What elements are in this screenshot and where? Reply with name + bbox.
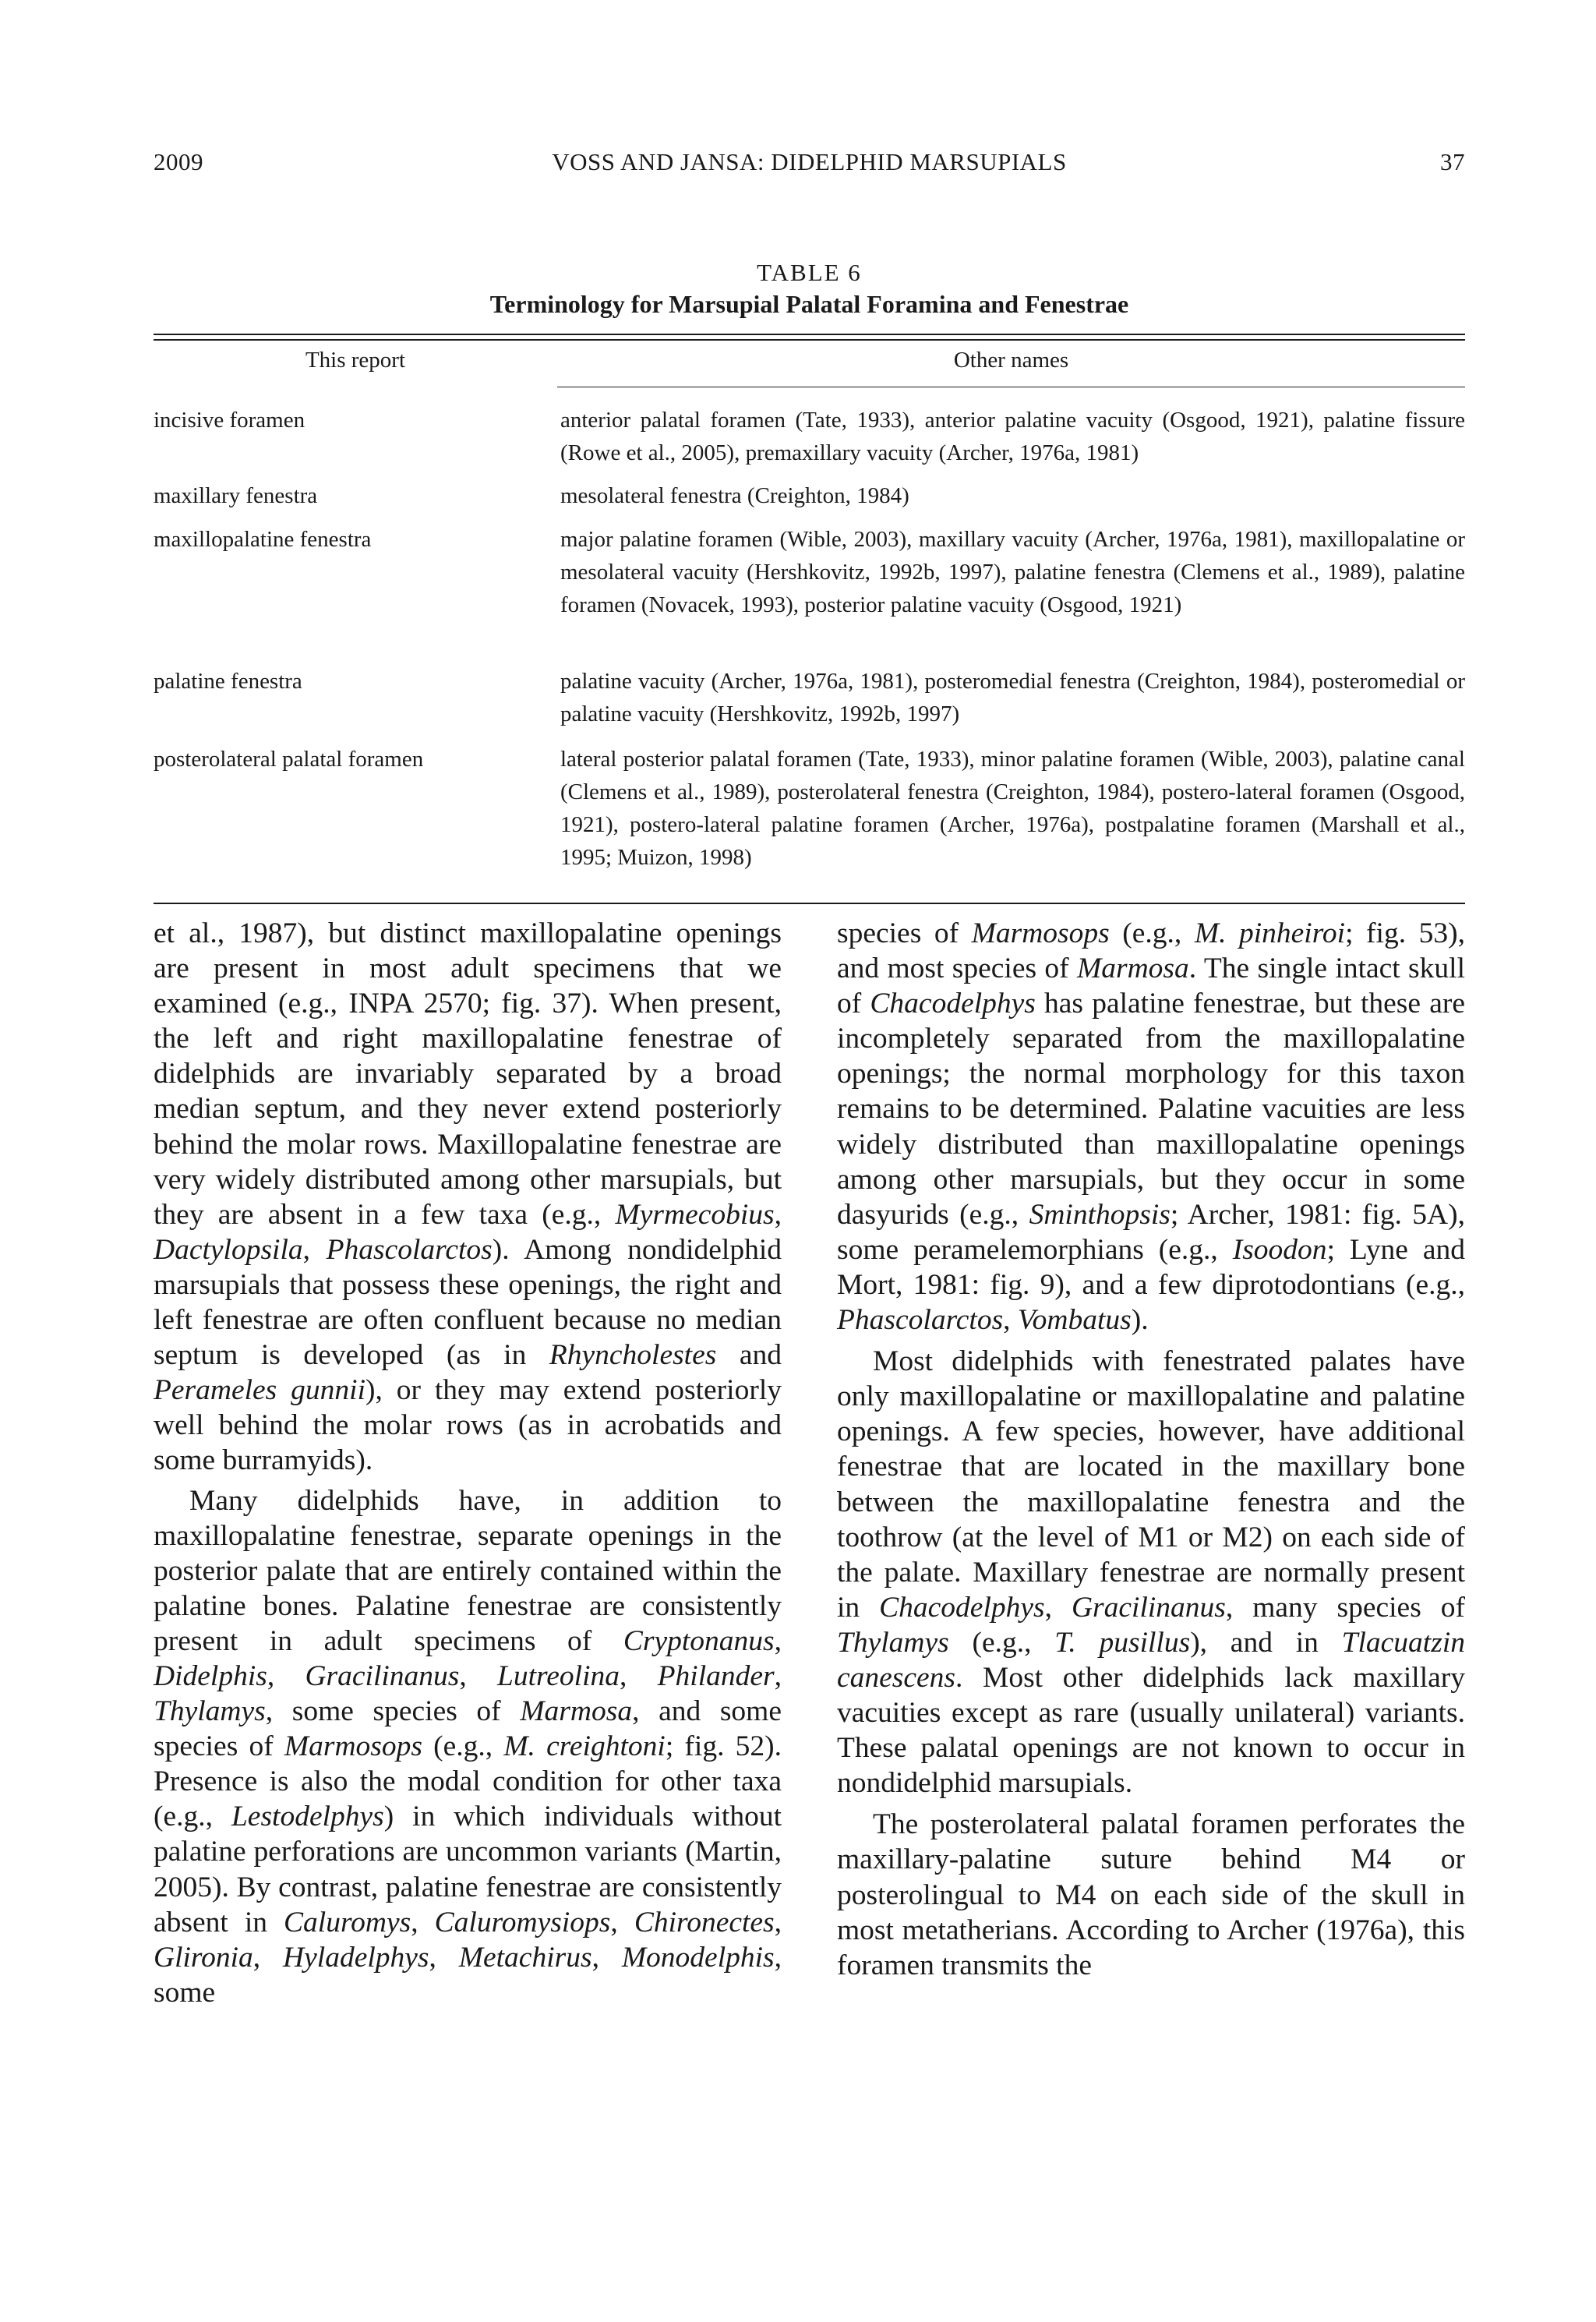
text-run: , bbox=[1044, 1591, 1072, 1624]
text-run: (e.g., bbox=[948, 1626, 1055, 1659]
table-top-rule-double bbox=[154, 339, 1465, 341]
italic-taxon-name: Philander bbox=[657, 1659, 775, 1692]
italic-taxon-name: Vombatus bbox=[1017, 1304, 1132, 1337]
text-run: Most didelphids with fenestrated palates have only maxillopalatine or maxillopalatine and palatine openings. A few species, however, have additional fenestrae that are located in the maxillary bone between the maxillopalatine fenestra and the toothrow (at the level of M1 or M2) on each side of the palate. Maxillary fenestrae are normally present in bbox=[837, 1345, 1465, 1624]
text-run: ), and in bbox=[1190, 1626, 1342, 1659]
italic-taxon-name: Tlacuatzin canescens bbox=[837, 1626, 1465, 1694]
italic-taxon-name: Cryptonanus bbox=[623, 1624, 775, 1657]
row-other-names: palatine vacuity (Archer, 1976a, 1981), posteromedial fenestra (Creighton, 1984), posteromedial or palatine vacuity (Hershkovitz, 1992b, 1997) bbox=[560, 669, 1465, 726]
table-label: TABLE 6 bbox=[757, 259, 862, 286]
italic-taxon-name: T. pusillus bbox=[1054, 1626, 1191, 1659]
table-title: Terminology for Marsupial Palatal Foramina and Fenestrae bbox=[489, 290, 1129, 318]
italic-taxon-name: Glironia bbox=[154, 1941, 253, 1974]
text-run: , some bbox=[154, 1941, 782, 2009]
text-run: , bbox=[411, 1906, 435, 1939]
running-head-title: VOSS AND JANSA: DIDELPHID MARSUPIALS bbox=[552, 148, 1067, 175]
paragraph bbox=[837, 1807, 1465, 1982]
paragraph bbox=[154, 1483, 782, 2010]
italic-taxon-name: Rhyncholestes bbox=[549, 1339, 717, 1372]
text-run: (e.g., bbox=[1109, 917, 1195, 949]
italic-taxon-name: Caluromys bbox=[284, 1906, 411, 1939]
italic-taxon-name: Thylamys bbox=[154, 1695, 266, 1728]
italic-taxon-name: Myrmecobius bbox=[615, 1198, 775, 1231]
italic-taxon-name: Metachirus bbox=[458, 1941, 592, 1974]
text-run: ) in which individuals without palatine perforations are uncommon variants (Martin, 2005). By contrast, palatine fenestrae are consistently absent in bbox=[154, 1801, 782, 1939]
row-other-names: major palatine foramen (Wible, 2003), maxillary vacuity (Archer, 1976a, 1981), maxillopalatine or mesolateral vacuity (Hershkovitz, 1992b, 1997), palatine fenestra (Clemens et al., 1989), palatine foramen (Novacek, 1993), posterior palatine vacuity (Osgood, 1921) bbox=[560, 527, 1465, 617]
row-other-names: mesolateral fenestra (Creighton, 1984) bbox=[560, 483, 909, 508]
text-run: , bbox=[774, 1659, 782, 1692]
text-run: ; fig. 52). Presence is also the modal condition for other taxa (e.g., bbox=[154, 1730, 782, 1833]
text-run: ). bbox=[1131, 1304, 1149, 1337]
text-run: , bbox=[429, 1941, 459, 1974]
left-text-column bbox=[154, 916, 782, 2010]
italic-taxon-name: Phascolarctos bbox=[326, 1233, 493, 1266]
running-head-year: 2009 bbox=[154, 148, 203, 175]
italic-taxon-name: Marmosops bbox=[284, 1730, 422, 1763]
paragraph bbox=[837, 916, 1465, 1338]
text-run: species of bbox=[837, 917, 972, 949]
italic-taxon-name: Marmosa bbox=[520, 1695, 633, 1728]
text-run: (e.g., bbox=[422, 1730, 504, 1763]
italic-taxon-name: Lutreolina bbox=[497, 1659, 620, 1692]
italic-taxon-name: M. creightoni bbox=[503, 1730, 666, 1763]
italic-taxon-name: Chacodelphys bbox=[879, 1591, 1045, 1624]
text-run: , bbox=[267, 1659, 305, 1692]
italic-taxon-name: Didelphis bbox=[154, 1659, 267, 1692]
italic-taxon-name: M. pinheiroi bbox=[1194, 917, 1346, 949]
text-run: , some species of bbox=[265, 1695, 521, 1728]
italic-taxon-name: Thylamys bbox=[837, 1626, 949, 1659]
text-run: , bbox=[610, 1906, 634, 1939]
italic-taxon-name: Chironectes bbox=[634, 1906, 775, 1939]
row-other-names: anterior palatal foramen (Tate, 1933), anterior palatine vacuity (Osgood, 1921), palatine fissure (Rowe et al., 2005), premaxillary vacuity (Archer, 1976a, 1981) bbox=[560, 408, 1465, 465]
text-run: , bbox=[302, 1233, 327, 1266]
text-run: , bbox=[620, 1659, 658, 1692]
row-other-names: lateral posterior palatal foramen (Tate, 1933), minor palatine foramen (Wible, 2003), palatine canal (Clemens et al., 1989), posterolateral fenestra (Creighton, 1984), postero-lateral foramen (Osgood, 1921), postero-lateral palatine foramen (Archer, 1976a), postpalatine foramen (Marshall et al., 1995; Muizon, 1998) bbox=[560, 747, 1465, 870]
text-run: , bbox=[1003, 1304, 1018, 1337]
table-caption bbox=[154, 257, 1465, 320]
text-run: , bbox=[252, 1941, 284, 1974]
right-text-column bbox=[837, 916, 1465, 1983]
italic-taxon-name: Marmosa bbox=[1077, 952, 1189, 985]
italic-taxon-name: Hyladelphys bbox=[283, 1941, 429, 1974]
text-run: ). Among nondidelphid marsupials that possess these openings, the right and left fenestrae are often confluent because no median septum is developed (as in bbox=[154, 1233, 782, 1372]
text-run: ; Lyne and Mort, 1981: fig. 9), and a few diprotodontians (e.g., bbox=[837, 1233, 1465, 1301]
italic-taxon-name: Gracilinanus bbox=[305, 1659, 460, 1692]
text-run: , bbox=[774, 1906, 782, 1939]
text-run: has palatine fenestrae, but these are incompletely separated from the maxillopalatine openings; the normal morphology for this taxon remains to be determined. Palatine vacuities are less widely distributed than maxillopalatine openings among other marsupials, but they occur in some dasyurids (e.g., bbox=[837, 988, 1465, 1231]
table-top-rule bbox=[154, 334, 1465, 335]
running-head bbox=[154, 148, 1465, 179]
italic-taxon-name: Sminthopsis bbox=[1029, 1198, 1171, 1231]
text-run: , many species of bbox=[1225, 1591, 1465, 1624]
text-run: , bbox=[774, 1624, 782, 1657]
italic-taxon-name: Perameles gunnii bbox=[154, 1374, 365, 1407]
text-run: , bbox=[774, 1198, 782, 1231]
row-term: incisive foramen bbox=[154, 408, 305, 433]
italic-taxon-name: Gracilinanus bbox=[1071, 1591, 1226, 1624]
text-run: . The single intact skull of bbox=[837, 952, 1465, 1020]
italic-taxon-name: Dactylopsila bbox=[154, 1233, 303, 1266]
italic-taxon-name: Isoodon bbox=[1232, 1233, 1327, 1266]
row-term: maxillary fenestra bbox=[154, 483, 318, 508]
paragraph bbox=[154, 916, 782, 1479]
row-term: posterolateral palatal foramen bbox=[154, 747, 424, 772]
text-run: et al., 1987), but distinct maxillopalatine openings are present in most adult specimens that we examined (e.g., INPA 2570; fig. 37). When present, the left and right maxillopalatine fenestrae of didelphids are invariably separated by a broad median septum, and they never extend posteriorly behind the molar rows. Maxillopalatine fenestrae are very widely distributed among other marsupials, but they are absent in a few taxa (e.g., bbox=[154, 917, 782, 1231]
text-run: Many didelphids have, in addition to maxillopalatine fenestrae, separate openings in the posterior palate that are entirely contained within the palatine bones. Palatine fenestrae are consistently present in adult specimens of bbox=[154, 1484, 782, 1657]
paragraph bbox=[837, 1344, 1465, 1801]
italic-taxon-name: Chacodelphys bbox=[870, 988, 1036, 1020]
text-run: ; Archer, 1981: fig. 5A), some peramelemorphians (e.g., bbox=[837, 1198, 1466, 1266]
italic-taxon-name: Marmosops bbox=[971, 917, 1110, 949]
text-run: , and some species of bbox=[154, 1695, 782, 1763]
italic-taxon-name: Lestodelphys bbox=[231, 1801, 384, 1833]
page-number: 37 bbox=[1440, 148, 1465, 175]
column-header-other-names: Other names bbox=[953, 348, 1069, 373]
text-run: . Most other didelphids lack maxillary vacuities except as rare (usually unilateral) variants. These palatal openings are not known to occur in nondidelphid marsupials. bbox=[837, 1661, 1465, 1800]
table-bottom-rule bbox=[154, 903, 1465, 904]
text-run: , bbox=[459, 1659, 498, 1692]
italic-taxon-name: Caluromysiops bbox=[434, 1906, 611, 1939]
text-run: and bbox=[716, 1339, 782, 1372]
text-run: The posterolateral palatal foramen perforates the maxillary-palatine suture behind M4 or posterolingual to M4 on each side of the skull in most metatherians. According to Archer (1976a), this foramen transmits the bbox=[837, 1808, 1465, 1981]
row-term: palatine fenestra bbox=[154, 669, 302, 694]
text-run: ), or they may extend posteriorly well behind the molar rows (as in acrobatids and some burramyids). bbox=[154, 1374, 782, 1477]
italic-taxon-name: Monodelphis bbox=[621, 1941, 775, 1974]
text-run: , bbox=[591, 1941, 622, 1974]
italic-taxon-name: Phascolarctos bbox=[837, 1304, 1004, 1337]
column-header-this-report: This report bbox=[305, 348, 406, 373]
row-term: maxillopalatine fenestra bbox=[154, 527, 372, 552]
text-run: ; fig. 53), and most species of bbox=[837, 917, 1465, 985]
